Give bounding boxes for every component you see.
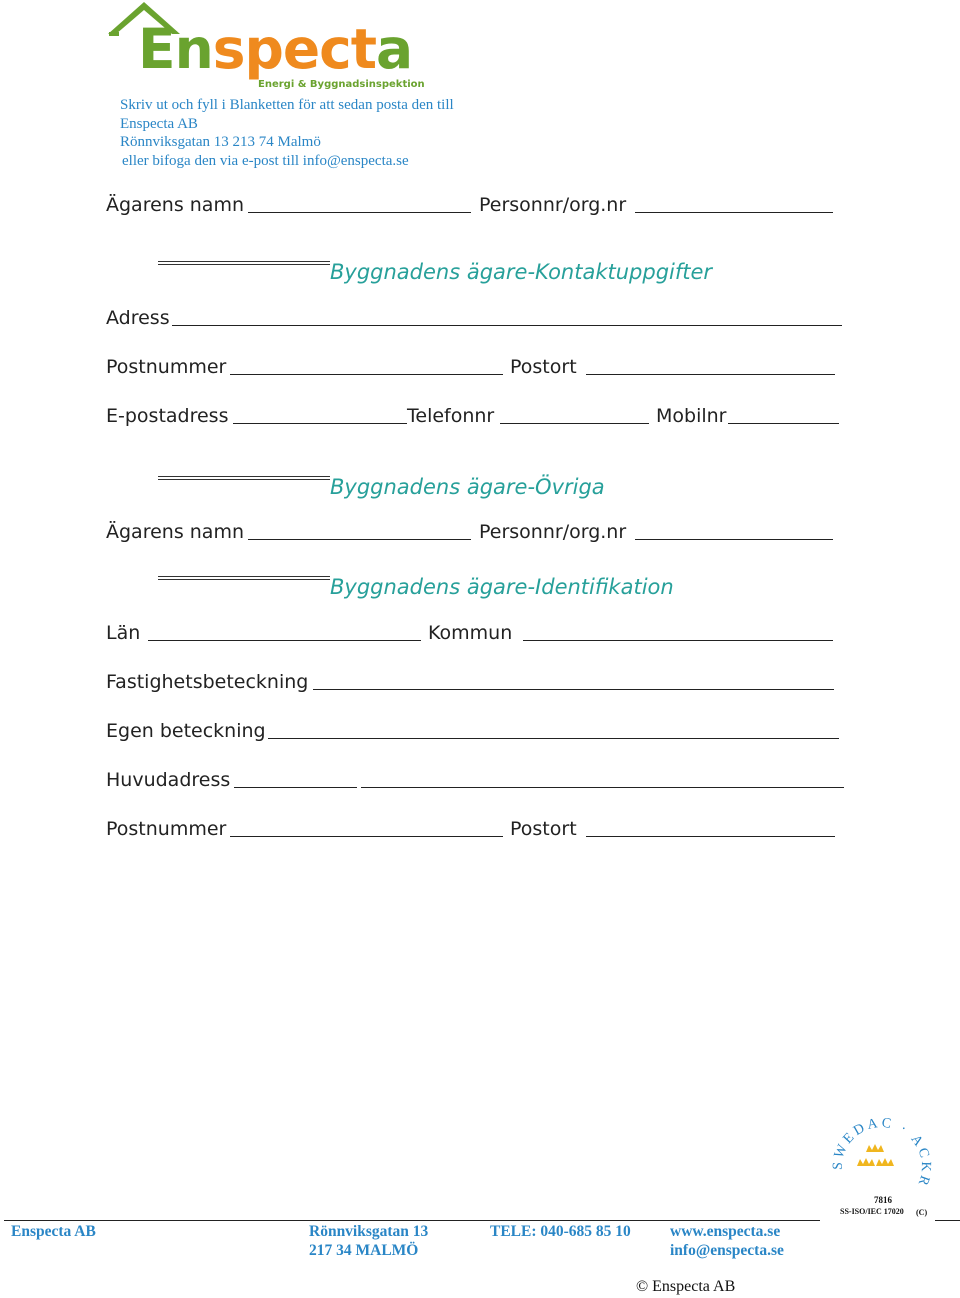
swedac-seal-graphic: [826, 1108, 938, 1220]
huvudadress-field[interactable]: [234, 787, 357, 788]
address-field[interactable]: [172, 325, 842, 326]
telefon-label: Telefonnr: [407, 405, 495, 427]
owner-personnr-field[interactable]: [635, 212, 833, 213]
instructions-block: [120, 96, 620, 170]
id-postnummer-field[interactable]: [230, 836, 503, 837]
footer-web-link[interactable]: www.enspecta.se: [670, 1223, 781, 1240]
other-owner-name-field[interactable]: [248, 539, 471, 540]
footer-company: Enspecta AB: [11, 1223, 96, 1240]
heading-rule: [158, 476, 330, 480]
email-field[interactable]: [233, 423, 407, 424]
postnummer-label: Postnummer: [106, 356, 227, 378]
other-owner-name-label: Ägarens namn: [106, 521, 245, 543]
huvudadress-label: Huvudadress: [106, 769, 231, 791]
seal-number: 7816: [874, 1195, 892, 1205]
owner-name-field[interactable]: [248, 212, 471, 213]
egen-beteckning-field[interactable]: [268, 738, 839, 739]
footer-city: 217 34 MALMÖ: [309, 1242, 419, 1259]
lan-field[interactable]: [148, 640, 421, 641]
kommun-field[interactable]: [523, 640, 833, 641]
egen-beteckning-label: Egen beteckning: [106, 720, 266, 742]
instruction-line: eller bifoga den via e-post till info@enspecta.se: [122, 152, 409, 169]
lan-label: Län: [106, 622, 141, 644]
logo-wordmark: Enspecta: [138, 17, 413, 81]
footer-email-link[interactable]: info@enspecta.se: [670, 1242, 784, 1259]
footer-rule-end: [935, 1220, 960, 1221]
footer-street: Rönnviksgatan 13: [309, 1223, 429, 1240]
mobil-label: Mobilnr: [656, 405, 727, 427]
copyright: © Enspecta AB: [636, 1278, 736, 1295]
other-personnr-field[interactable]: [635, 539, 833, 540]
fastighet-label: Fastighetsbeteckning: [106, 671, 309, 693]
contact-heading: Byggnadens ägare-Kontaktuppgifter: [330, 260, 713, 284]
three-crowns-icon: [857, 1144, 894, 1166]
mobil-field[interactable]: [728, 423, 839, 424]
heading-rule: [158, 576, 330, 580]
seal-mark: (C): [916, 1208, 928, 1217]
id-postort-field[interactable]: [586, 836, 835, 837]
huvudadress-field-2[interactable]: [361, 787, 844, 788]
instruction-line: Skriv ut och fyll i Blanketten för att sedan posta den till: [120, 97, 454, 113]
other-heading: Byggnadens ägare-Övriga: [330, 475, 605, 499]
heading-rule: [158, 261, 330, 265]
swedac-seal: [826, 1108, 938, 1220]
seal-ring-text: SWEDAC · ACKR: [830, 1115, 934, 1190]
kommun-label: Kommun: [428, 622, 513, 644]
address-label: Adress: [106, 307, 170, 329]
footer-rule: [4, 1220, 820, 1221]
footer-phone: TELE: 040-685 85 10: [490, 1223, 631, 1240]
id-postnummer-label: Postnummer: [106, 818, 227, 840]
postort-field[interactable]: [586, 374, 835, 375]
postnummer-field[interactable]: [230, 374, 503, 375]
id-postort-label: Postort: [510, 818, 577, 840]
other-personnr-label: Personnr/org.nr: [479, 521, 627, 543]
enspecta-logo: [106, 0, 425, 96]
postort-label: Postort: [510, 356, 577, 378]
identification-heading: Byggnadens ägare-Identifikation: [330, 575, 674, 599]
logo-tagline: Energi & Byggnadsinspektion: [258, 79, 425, 90]
email-label: E-postadress: [106, 405, 229, 427]
instruction-line: Enspecta AB: [120, 115, 198, 132]
instruction-line: Rönnviksgatan 13 213 74 Malmö: [120, 134, 321, 151]
owner-name-label: Ägarens namn: [106, 194, 245, 216]
owner-personnr-label: Personnr/org.nr: [479, 194, 627, 216]
seal-standard: SS-ISO/IEC 17020: [840, 1207, 904, 1216]
fastighet-field[interactable]: [313, 689, 834, 690]
telefon-field[interactable]: [500, 423, 649, 424]
